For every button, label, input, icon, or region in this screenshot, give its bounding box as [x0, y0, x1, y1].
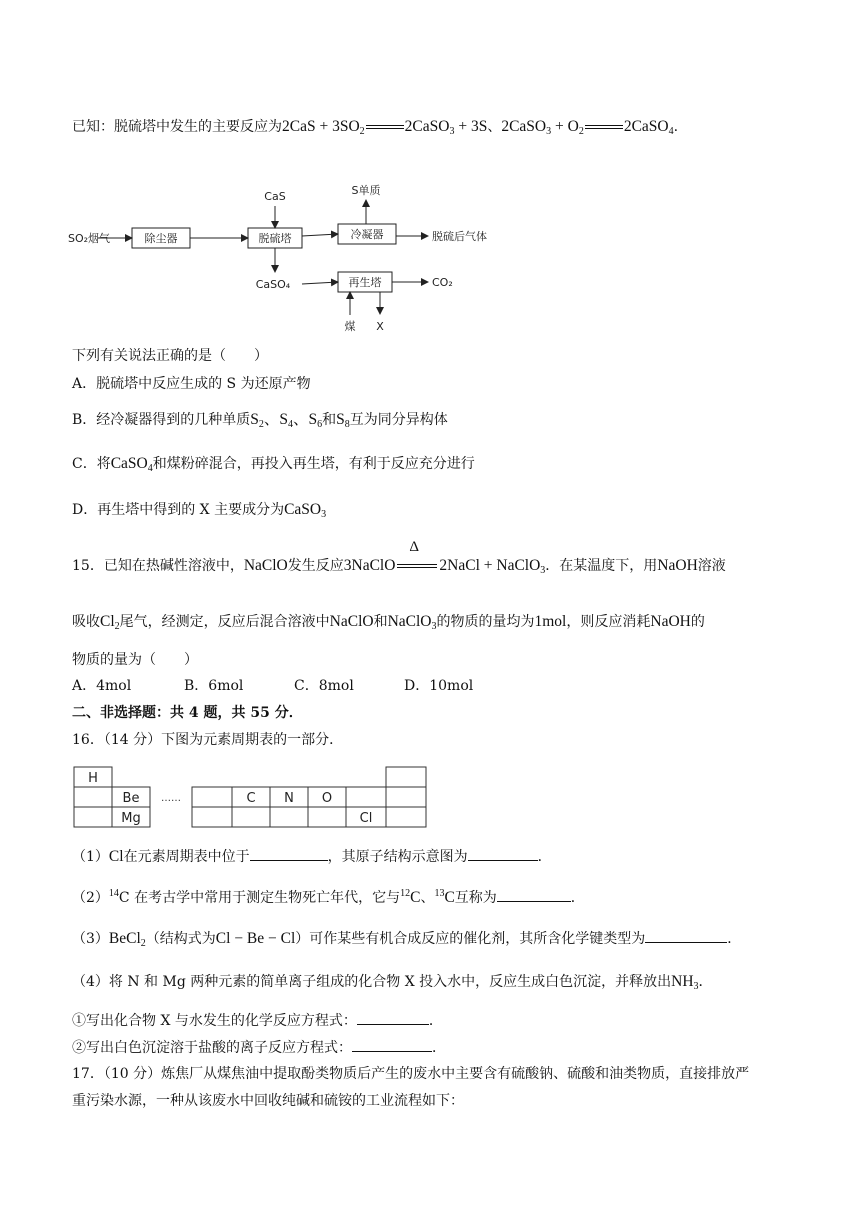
q14-b-suffix: 互为同分异构体	[349, 412, 448, 428]
reaction-separator: 、	[487, 119, 502, 135]
element-n: N	[284, 791, 294, 806]
formula-s2-s4-s6: $S_2$、$S_4$、$S_6$	[250, 411, 323, 430]
q15-p2b: 尾气，经测定，反应后混合溶液中	[119, 614, 330, 630]
formula-nh3: $NH_3$	[671, 973, 699, 992]
q14-option-d	[72, 500, 326, 525]
answer-blank-bond[interactable]	[645, 928, 727, 943]
q14-option-a: A．脱硫塔中反应生成的 S 为还原产物	[72, 376, 311, 392]
q16-s3-end: ．	[727, 931, 742, 947]
q15-line-3: 物质的量为（ ）	[72, 652, 198, 668]
element-h: H	[88, 771, 98, 786]
isotope-14c: 14	[108, 888, 119, 899]
q16-s1-end: ．	[537, 849, 552, 865]
table-ellipsis: ……	[161, 793, 181, 804]
element-be: Be	[122, 791, 140, 806]
element-mg: Mg	[121, 811, 141, 826]
q16-s3-text: （结构式为	[145, 931, 216, 947]
q14-c-suffix: 和煤粉碎混合，再投入再生塔，有利于反应充分进行	[152, 456, 475, 472]
formula-cl: Cl	[108, 848, 124, 865]
q16-s4-2-text: ②写出白色沉淀溶于盐酸的离子反应方程式：	[72, 1040, 352, 1056]
formula-naclo3: NaClO$_3$	[387, 613, 437, 632]
answer-blank-position[interactable]	[250, 846, 328, 861]
q15-p1b: 发生反应	[287, 558, 344, 574]
q15-p1c: ．在某温度下，用	[545, 558, 658, 574]
q15-p2e: ，则反应消耗	[566, 614, 651, 630]
so2-flue-gas-label: SO₂烟气	[68, 232, 111, 245]
q15-p2c: 和	[373, 614, 388, 630]
q16-s4-end: ．	[698, 974, 713, 990]
element-c: C	[246, 791, 256, 806]
q17-line-2: 重污染水源，一种从该废水中回收纯碱和硫铵的工业流程如下：	[72, 1093, 464, 1109]
formula-s8: $S_8$	[336, 411, 350, 430]
q15-p2d: 的物质的量均为	[436, 614, 535, 630]
formula-caso4: CaSO$_4$	[110, 455, 153, 474]
q16-sub-4	[72, 972, 713, 997]
answer-blank-structure[interactable]	[468, 846, 538, 861]
known-reaction-prefix: 已知：脱硫塔中发生的主要反应为	[72, 119, 282, 135]
q15-line-1	[72, 539, 726, 581]
q15-options	[72, 676, 473, 696]
q16-sub-3	[72, 928, 741, 954]
q14-c-prefix: C．将	[72, 456, 111, 472]
q16-sub-4-1	[72, 1010, 443, 1031]
q16-sub-4-2	[72, 1037, 446, 1058]
dust-remover-label: 除尘器	[144, 232, 178, 245]
coal-label: 煤	[344, 320, 356, 333]
answer-blank-equation[interactable]	[357, 1010, 429, 1025]
q16-s4-2-end: ．	[432, 1040, 446, 1056]
formula-naoh-2: NaOH	[650, 613, 691, 630]
cas-label: CaS	[264, 190, 286, 203]
q16-s2-num: （2）	[72, 890, 109, 906]
q16-s2-end: ．	[570, 890, 585, 906]
caso4-label: CaSO₄	[255, 278, 291, 291]
reaction-1: $2CaS + 3SO_2$ 2CaSO$_3$ + 3S	[282, 118, 488, 137]
q16-s3-num: （3）	[72, 931, 109, 947]
q15-p1d: 溶液	[697, 558, 726, 574]
formula-becl2: BeCl$_2$	[108, 930, 146, 949]
co2-label: CO₂	[432, 276, 453, 289]
section-2-title: 二、非选择题：共 4 题，共 55 分．	[72, 705, 303, 721]
q16-sub-1	[72, 846, 552, 867]
formula-naclo: NaClO	[243, 557, 288, 574]
desulfurizer-label: 脱硫塔	[258, 232, 292, 245]
reaction-2: 2CaSO$_3$ + $O_2$ 2CaSO$_4$	[501, 118, 674, 137]
q15-option-d: D．10mol	[404, 678, 474, 694]
isotope-13c: $^{13}$C	[434, 888, 455, 906]
q16-s4-text: （4）将 N 和 Mg 两种元素的简单离子组成的化合物 X 投入水中，反应生成白色沉淀，并释放出	[72, 974, 672, 990]
formula-naclo-2: NaClO	[329, 613, 374, 630]
q15-line-2	[72, 612, 705, 637]
q16-s1-text-2: ，其原子结构示意图为	[327, 849, 468, 865]
formula-cl2: $Cl_2$	[100, 613, 120, 632]
q15-p2a: 吸收	[72, 614, 100, 630]
structural-formula: Cl − Be − Cl	[215, 930, 296, 947]
q16-s4-1-text: ①写出化合物 X 与水发生的化学反应方程式：	[72, 1013, 357, 1029]
answer-blank-isotope[interactable]	[497, 887, 571, 902]
isotope-12c: $^{12}$C	[400, 888, 421, 906]
element-cl: Cl	[359, 811, 373, 826]
q15-option-a: A．4mol	[72, 678, 132, 694]
answer-blank-ionic[interactable]	[352, 1037, 432, 1052]
q16-sub-2	[72, 884, 585, 908]
regenerator-label: 再生塔	[348, 276, 382, 289]
periodic-table-fragment	[70, 764, 432, 832]
q16-s4-1-end: ．	[428, 1013, 443, 1029]
q16-intro: 16．（14 分）下图为元素周期表的一部分．	[72, 732, 344, 748]
q16-s1-num: （1）	[72, 849, 109, 865]
q15-option-b: B．6mol	[184, 678, 244, 694]
q15-option-c: C．8mol	[294, 678, 354, 694]
q15-p1a: 15．已知在热碱性溶液中，	[72, 558, 244, 574]
s-element-label: S单质	[351, 184, 381, 197]
reaction-naclo: 3NaClO Δ 2NaCl + NaClO$_3$	[343, 539, 546, 576]
q16-s2-text: C 在考古学中常用于测定生物死亡年代，它与	[118, 890, 401, 906]
desulfurization-flow-diagram	[60, 180, 520, 335]
condenser-label: 冷凝器	[350, 228, 384, 241]
known-reaction-line	[72, 117, 678, 142]
reaction-end: .	[673, 119, 679, 135]
clean-gas-label: 脱硫后气体	[432, 230, 487, 243]
q15-p2f: 的	[690, 614, 705, 630]
q16-s2-sep: 、	[420, 890, 435, 906]
formula-naoh: NaOH	[657, 557, 698, 574]
q17-line-1: 17．（10 分）炼焦厂从煤焦油中提取酚类物质后产生的废水中主要含有硫酸钠、硫酸和油类物质，直接排放严	[72, 1066, 750, 1082]
q14-option-b	[72, 410, 448, 435]
q16-s3-text-2: ）可作某些有机合成反应的催化剂，其所含化学键类型为	[295, 931, 646, 947]
x-label: X	[376, 320, 384, 333]
q14-b-and: 和	[322, 412, 337, 428]
q14-b-prefix: B．经冷凝器得到的几种单质	[72, 412, 251, 428]
formula-caso3: CaSO$_3$	[284, 501, 327, 520]
q14-question: 下列有关说法正确的是（ ）	[72, 348, 268, 364]
q16-s2-text-2: 互称为	[454, 890, 497, 906]
q14-d-prefix: D．再生塔中得到的 X 主要成分为	[72, 502, 285, 518]
q14-option-c	[72, 454, 475, 479]
element-o: O	[321, 791, 333, 806]
value-1mol: 1mol	[534, 613, 567, 630]
q16-s1-text: 在元素周期表中位于	[123, 849, 250, 865]
